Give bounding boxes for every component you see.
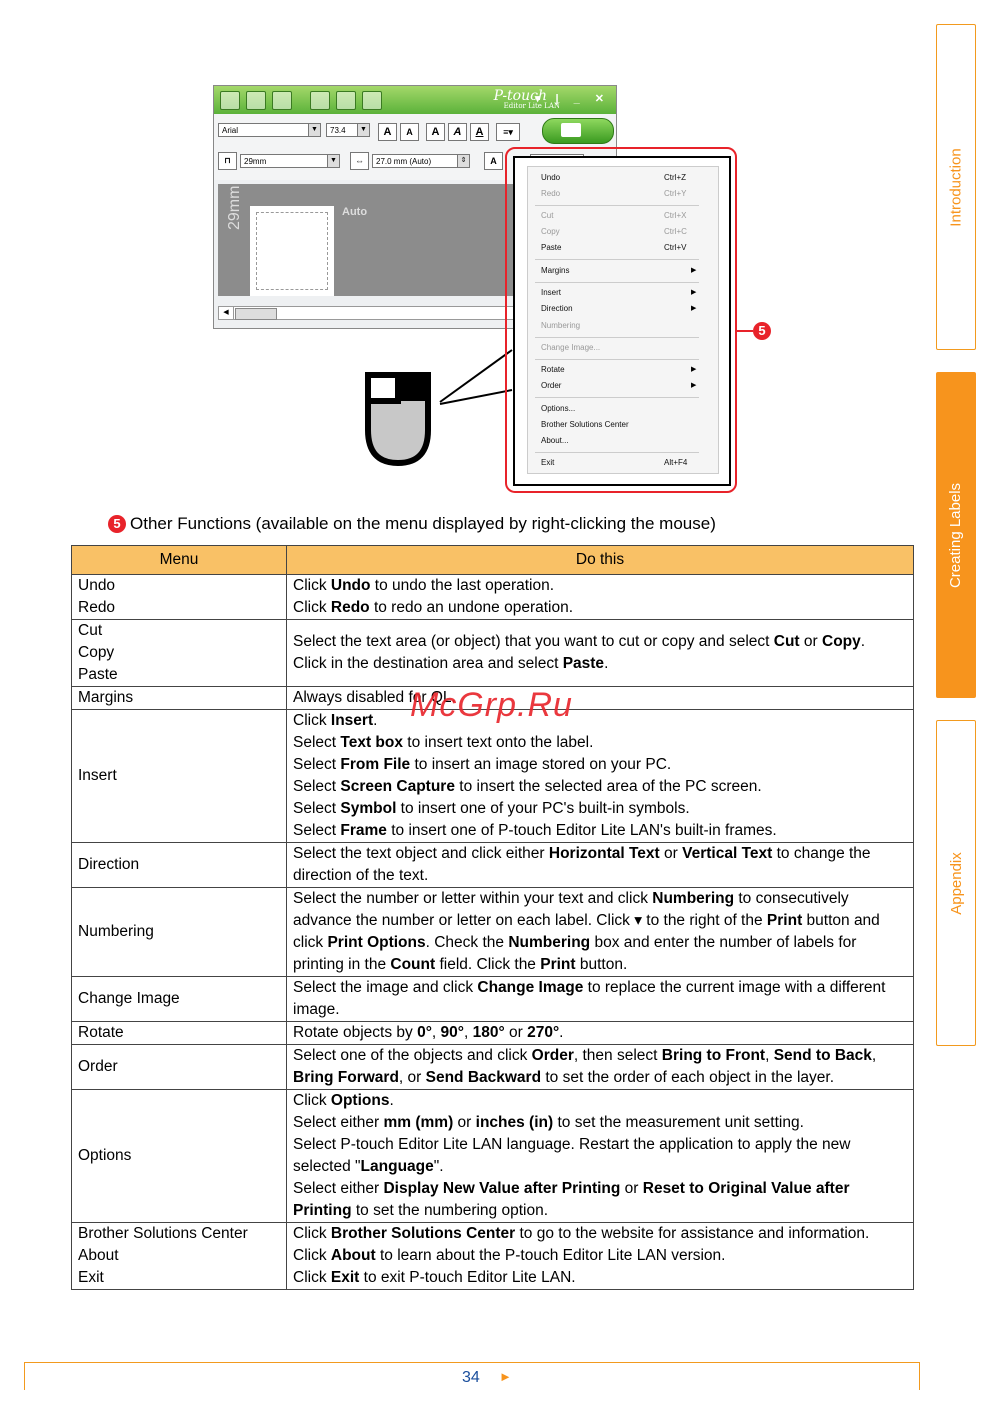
instruction-line: Select the text object and click either Horizontal Text or Vertical Text to change the direction of the text. bbox=[293, 845, 871, 884]
instruction-line: Rotate objects by 0°, 90°, 180° or 270°. bbox=[293, 1024, 564, 1041]
grow-font-icon[interactable]: A bbox=[378, 123, 397, 141]
chevron-down-icon: ▼ bbox=[327, 155, 339, 167]
menu-cell bbox=[72, 575, 287, 620]
table-row bbox=[72, 1045, 914, 1090]
do-this-cell bbox=[287, 1022, 914, 1045]
menu-item-exit[interactable]: Exit bbox=[541, 458, 555, 467]
shrink-font-icon[interactable]: A bbox=[400, 123, 419, 141]
chevron-down-icon: ▼ bbox=[308, 124, 320, 136]
menu-name: Rotate bbox=[78, 1024, 124, 1041]
stepper-icon: ⇕ bbox=[457, 155, 469, 167]
instruction-line: Select the text area (or object) that you want to cut or copy and select Cut or Copy. bbox=[293, 633, 866, 650]
instruction-line: Click in the destination area and select Paste. bbox=[293, 655, 609, 672]
menu-separator bbox=[535, 452, 699, 453]
label-length-icon: ⇔ bbox=[350, 152, 369, 170]
submenu-arrow-icon: ▶ bbox=[691, 267, 697, 274]
new-icon bbox=[220, 91, 240, 110]
tab-introduction[interactable] bbox=[936, 24, 976, 350]
menu-name: Direction bbox=[78, 856, 140, 873]
menu-item-margins[interactable]: Margins bbox=[541, 266, 570, 275]
menu-separator bbox=[535, 282, 699, 283]
context-menu bbox=[513, 156, 731, 486]
instruction-line: Select either Display New Value after Printing or Reset to Original Value after Printing to set the numbering option. bbox=[293, 1180, 850, 1219]
shortcut-undo: Ctrl+Z bbox=[664, 173, 686, 182]
insert-image-icon bbox=[336, 91, 356, 110]
do-this-cell bbox=[287, 977, 914, 1022]
shortcut-paste: Ctrl+V bbox=[664, 243, 687, 252]
menu-item-direction[interactable]: Direction bbox=[541, 304, 573, 313]
menu-item-numbering[interactable]: Numbering bbox=[541, 321, 581, 330]
do-this-cell bbox=[287, 1223, 914, 1290]
tape-width-icon: ⊓ bbox=[218, 152, 237, 170]
do-this-cell bbox=[287, 888, 914, 977]
menu-name: Redo bbox=[78, 599, 116, 616]
font-select-value: Arial bbox=[222, 126, 239, 135]
shortcut-cut: Ctrl+X bbox=[664, 211, 687, 220]
menu-item-cut[interactable]: Cut bbox=[541, 211, 554, 220]
menu-cell bbox=[72, 1090, 287, 1223]
callout-line-upper bbox=[440, 350, 512, 402]
callout-line-lower bbox=[440, 390, 512, 404]
menu-separator bbox=[535, 205, 699, 206]
do-this-cell bbox=[287, 575, 914, 620]
format-toolbar bbox=[214, 114, 616, 147]
scroll-thumb[interactable] bbox=[235, 308, 277, 320]
submenu-arrow-icon: ▶ bbox=[691, 382, 697, 389]
watermark: McGrp.Ru bbox=[410, 686, 573, 724]
menu-name: Brother Solutions Center bbox=[78, 1225, 248, 1242]
table-row bbox=[72, 710, 914, 843]
do-this-cell bbox=[287, 687, 914, 710]
menu-item-redo[interactable]: Redo bbox=[541, 189, 561, 198]
align-icon[interactable]: ≡▾ bbox=[496, 123, 520, 141]
shortcut-exit: Alt+F4 bbox=[664, 458, 688, 467]
tab-creating-labels[interactable] bbox=[936, 372, 976, 698]
tape-size-label: 29mm bbox=[226, 185, 243, 230]
header-do-this: Do this bbox=[287, 546, 914, 575]
menu-cell bbox=[72, 1045, 287, 1090]
menu-cell bbox=[72, 843, 287, 888]
tape-width-value: 29mm bbox=[244, 157, 267, 166]
tab-creating-labels-label: Creating Labels bbox=[947, 482, 965, 588]
caption-text: Other Functions (available on the menu displayed by right-clicking the mouse) bbox=[130, 514, 716, 533]
callout-number-badge: 5 bbox=[753, 322, 771, 340]
label-preview[interactable] bbox=[250, 206, 334, 296]
menu-item-about[interactable]: About... bbox=[541, 436, 569, 445]
mouse-right-button bbox=[398, 375, 428, 401]
menu-item-brother-solutions-center[interactable]: Brother Solutions Center bbox=[541, 420, 629, 429]
menu-cell bbox=[72, 1022, 287, 1045]
next-page-arrow-icon[interactable]: ► bbox=[499, 1369, 512, 1384]
menu-name: Numbering bbox=[78, 923, 154, 940]
menu-item-insert[interactable]: Insert bbox=[541, 288, 562, 297]
font-size-value: 73.4 bbox=[330, 126, 346, 135]
open-folder-icon bbox=[246, 91, 266, 110]
menu-name: About bbox=[78, 1247, 119, 1264]
menu-cell bbox=[72, 888, 287, 977]
window-controls[interactable]: ▾ | _ ✕ bbox=[534, 93, 610, 105]
menu-cell bbox=[72, 977, 287, 1022]
table-body bbox=[72, 575, 914, 1290]
insert-frame-icon bbox=[362, 91, 382, 110]
do-this-cell bbox=[287, 843, 914, 888]
menu-name: Insert bbox=[78, 767, 117, 784]
instruction-line: Click Exit to exit P-touch Editor Lite LAN. bbox=[293, 1269, 576, 1286]
menu-name: Exit bbox=[78, 1269, 104, 1286]
table-row bbox=[72, 843, 914, 888]
submenu-arrow-icon: ▶ bbox=[691, 305, 697, 312]
table-row bbox=[72, 575, 914, 620]
auto-label: Auto bbox=[342, 206, 368, 218]
table-row bbox=[72, 977, 914, 1022]
instruction-line: Select Frame to insert one of P-touch Editor Lite LAN's built-in frames. bbox=[293, 822, 777, 839]
menu-name: Options bbox=[78, 1147, 132, 1164]
menu-separator bbox=[535, 397, 699, 398]
caption-number-badge: 5 bbox=[108, 515, 126, 533]
menu-separator bbox=[535, 337, 699, 338]
insert-text-icon bbox=[310, 91, 330, 110]
tab-appendix-label: Appendix bbox=[947, 851, 965, 915]
tab-appendix[interactable] bbox=[936, 720, 976, 1046]
menu-name: Margins bbox=[78, 689, 134, 706]
menu-name: Undo bbox=[78, 577, 116, 594]
underline-icon[interactable]: A bbox=[470, 123, 489, 141]
page-number: 34 bbox=[462, 1369, 480, 1386]
menu-item-order[interactable]: Order bbox=[541, 381, 562, 390]
menu-cell bbox=[72, 1223, 287, 1290]
font-select[interactable] bbox=[218, 123, 321, 137]
menu-item-paste[interactable]: Paste bbox=[541, 243, 562, 252]
instruction-line: Click Undo to undo the last operation. bbox=[293, 577, 555, 594]
tape-width-select[interactable] bbox=[240, 154, 340, 168]
menu-name: Copy bbox=[78, 644, 115, 661]
table-row bbox=[72, 888, 914, 977]
table-row bbox=[72, 1223, 914, 1290]
do-this-cell bbox=[287, 1045, 914, 1090]
instruction-line: Select Screen Capture to insert the selected area of the PC screen. bbox=[293, 778, 762, 795]
menu-item-change-image[interactable]: Change Image... bbox=[541, 343, 601, 352]
instruction-line: Click Options. bbox=[293, 1092, 394, 1109]
menu-cell bbox=[72, 620, 287, 687]
instruction-line: Always disabled for QL. bbox=[293, 689, 456, 706]
save-icon bbox=[272, 91, 292, 110]
menu-item-copy[interactable]: Copy bbox=[541, 227, 560, 236]
table-row bbox=[72, 620, 914, 687]
font-size-select[interactable] bbox=[326, 123, 370, 137]
instruction-line: Select Text box to insert text onto the label. bbox=[293, 734, 594, 751]
do-this-cell bbox=[287, 620, 914, 687]
instruction-line: Select one of the objects and click Order, then select Bring to Front, Send to Back, Bring Forward, or Send Backward to set the order of each object in the layer. bbox=[293, 1047, 877, 1086]
menu-item-undo[interactable]: Undo bbox=[541, 173, 561, 182]
chevron-down-icon: ▼ bbox=[357, 124, 369, 136]
tab-introduction-label: Introduction bbox=[947, 147, 965, 227]
header-menu: Menu bbox=[72, 546, 287, 575]
instruction-line: Select the image and click Change Image to replace the current image with a different image. bbox=[293, 979, 886, 1018]
menu-separator bbox=[535, 359, 699, 360]
label-length-field[interactable] bbox=[372, 154, 470, 168]
auto-fit-icon[interactable]: A bbox=[484, 152, 503, 170]
submenu-arrow-icon: ▶ bbox=[691, 366, 697, 373]
mouse-left-button bbox=[368, 375, 398, 401]
submenu-arrow-icon: ▶ bbox=[691, 289, 697, 296]
instruction-line: Select the number or letter within your text and click Numbering to consecutively advance the number or letter on each label. Click ▾ to the right of the Print button and click Print Options. Check the Numbering box and enter the number of labels for printing in the Count field. Click the Print button. bbox=[293, 890, 880, 973]
bold-icon[interactable]: A bbox=[426, 123, 445, 141]
instruction-line: Select From File to insert an image stored on your PC. bbox=[293, 756, 672, 773]
shortcut-redo: Ctrl+Y bbox=[664, 189, 687, 198]
table-row bbox=[72, 1022, 914, 1045]
mouse-illustration bbox=[360, 320, 520, 470]
label-length-value: 27.0 mm (Auto) bbox=[376, 157, 432, 166]
menu-name: Change Image bbox=[78, 990, 180, 1007]
menu-name: Cut bbox=[78, 622, 103, 639]
brand-subtitle: Editor Lite LAN bbox=[503, 102, 560, 110]
menu-name: Order bbox=[78, 1058, 118, 1075]
callout-connector bbox=[737, 330, 753, 332]
italic-icon[interactable]: A bbox=[448, 123, 467, 141]
section-caption bbox=[108, 514, 716, 534]
menu-name: Paste bbox=[78, 666, 118, 683]
print-button[interactable] bbox=[542, 118, 614, 144]
menu-cell bbox=[72, 710, 287, 843]
instruction-line: Select Symbol to insert one of your PC's built-in symbols. bbox=[293, 800, 690, 817]
menu-separator bbox=[535, 259, 699, 260]
do-this-cell bbox=[287, 1090, 914, 1223]
instruction-line: Click About to learn about the P-touch Editor Lite LAN version. bbox=[293, 1247, 726, 1264]
shortcut-copy: Ctrl+C bbox=[664, 227, 687, 236]
table-header-row bbox=[72, 546, 914, 575]
brand-name: P-touch bbox=[493, 88, 547, 104]
functions-table bbox=[71, 545, 914, 1290]
menu-item-options[interactable]: Options... bbox=[541, 404, 576, 413]
title-bar bbox=[214, 86, 616, 114]
printer-icon bbox=[561, 123, 581, 137]
table-row bbox=[72, 1090, 914, 1223]
instruction-line: Select P-touch Editor Lite LAN language. Restart the application to apply the new selected "Language". bbox=[293, 1136, 851, 1175]
menu-item-rotate[interactable]: Rotate bbox=[541, 365, 565, 374]
instruction-line: Click Redo to redo an undone operation. bbox=[293, 599, 574, 616]
instruction-line: Click Insert. bbox=[293, 712, 378, 729]
menu-cell bbox=[72, 687, 287, 710]
instruction-line: Click Brother Solutions Center to go to the website for assistance and information. bbox=[293, 1225, 870, 1242]
scroll-left-icon[interactable]: ◀ bbox=[219, 307, 234, 319]
instruction-line: Select either mm (mm) or inches (in) to set the measurement unit setting. bbox=[293, 1114, 804, 1131]
do-this-cell bbox=[287, 710, 914, 843]
